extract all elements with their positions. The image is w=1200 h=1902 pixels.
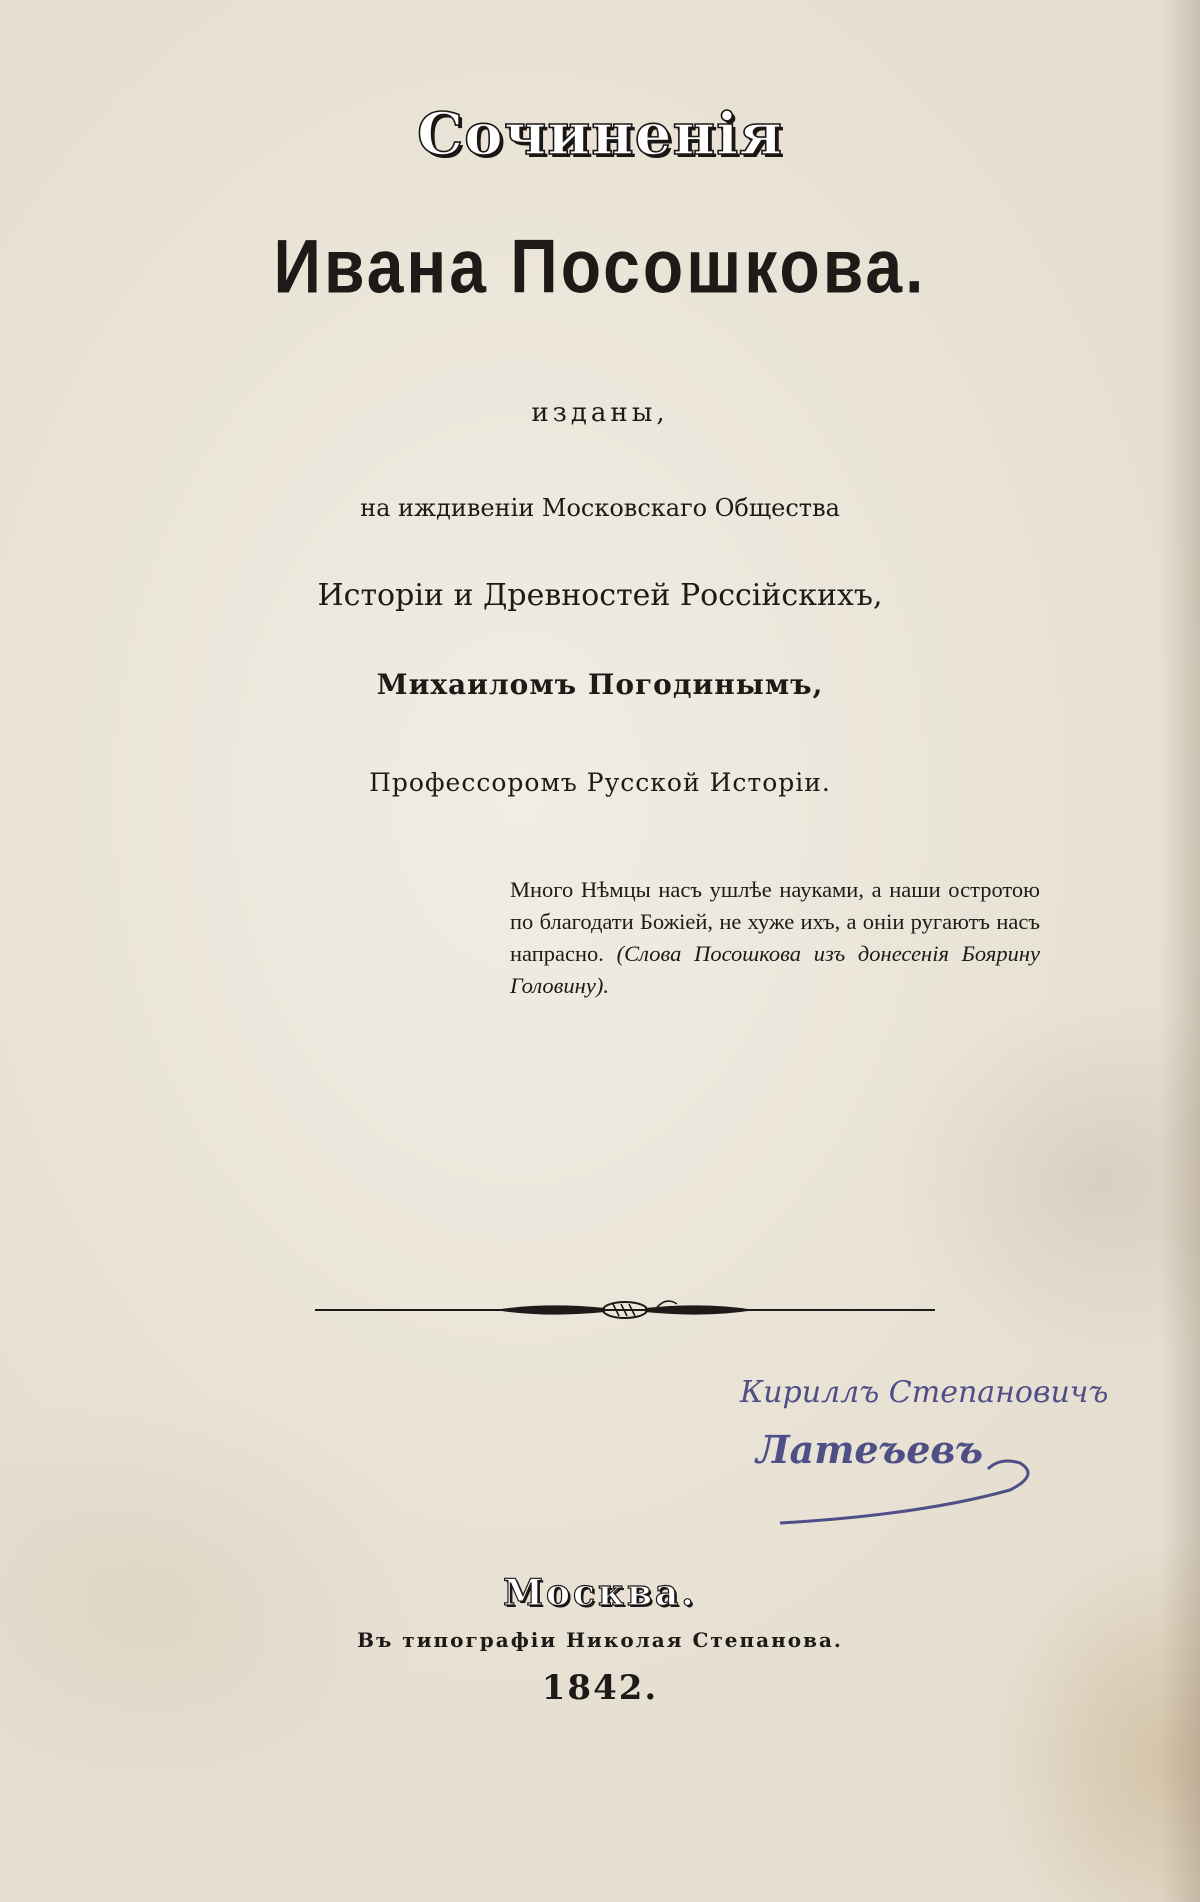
expense-line: на иждивеніи Московскаго Общества [360, 494, 840, 522]
editor-title: Профессоромъ Русской Исторіи. [369, 768, 831, 797]
epigraph-quote: Много Нѣмцы насъ ушлѣе науками, а наши остротою по благодати Божіей, не хуже ихъ, а оніи ругаютъ насъ напрасно. [510, 877, 1040, 966]
epigraph-attribution: (Слова Посошкова изъ донесенія Боярину Головину). [510, 941, 1040, 998]
imprint-press: Въ типографіи Николая Степанова. [357, 1628, 843, 1652]
imprint-year: 1842. [541, 1668, 659, 1708]
society-line: Исторіи и Древностей Россійскихъ, [317, 578, 883, 613]
epigraph [510, 874, 1040, 1002]
published-label: изданы, [531, 398, 669, 428]
stamp-flourish [720, 1375, 1050, 1525]
ornamental-rule [315, 1290, 935, 1330]
stamp-line-1: Кириллъ Степановичъ [740, 1375, 1109, 1410]
title-line-2: Ивана Посошкова. [273, 223, 927, 309]
editor-name: Михаиломъ Погодинымъ, [376, 668, 824, 701]
imprint-city: Москва. [503, 1572, 697, 1614]
title-line-1: Сочиненія [416, 100, 783, 168]
stamp-line-2: Латеъевъ [756, 1427, 983, 1472]
